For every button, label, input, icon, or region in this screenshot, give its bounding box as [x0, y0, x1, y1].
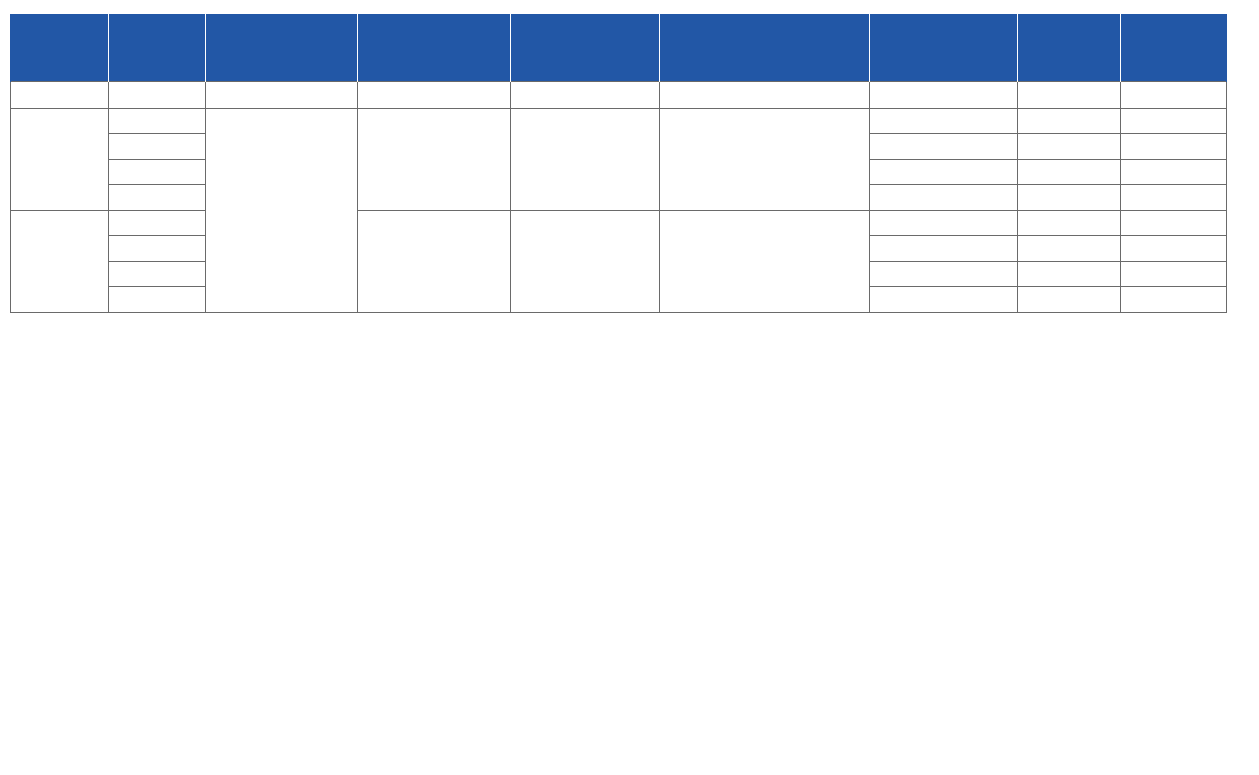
elevator-spec-table [10, 14, 1227, 313]
header-load [11, 14, 109, 81]
header-hoistway [511, 14, 660, 81]
cell-pit [1018, 81, 1121, 108]
header-entrance [206, 14, 358, 81]
cell-overhead [870, 287, 1018, 313]
header-overhead [870, 14, 1018, 81]
cell-max-travel [1121, 210, 1227, 236]
cell-overhead [870, 261, 1018, 287]
table-body [11, 81, 1227, 312]
cell-load [11, 108, 109, 210]
cell-hoistway [511, 108, 660, 210]
header-speed [109, 14, 206, 81]
cell-max-travel [1121, 108, 1227, 134]
cell-max-travel [1121, 81, 1227, 108]
cell-pit [1018, 287, 1121, 313]
cell-overhead [870, 81, 1018, 108]
cell-speed [109, 159, 206, 185]
cell-machine-room [660, 81, 870, 108]
cell-pit [1018, 236, 1121, 262]
header-max-travel [1121, 14, 1227, 81]
header-machine-room [660, 14, 870, 81]
cell-hoistway [511, 210, 660, 312]
cell-speed [109, 236, 206, 262]
cell-speed [109, 261, 206, 287]
cell-pit [1018, 185, 1121, 211]
spec-table-container [10, 14, 1226, 313]
cell-overhead [870, 159, 1018, 185]
table-row [11, 210, 1227, 236]
cell-max-travel [1121, 236, 1227, 262]
cell-max-travel [1121, 185, 1227, 211]
cell-pit [1018, 134, 1121, 160]
header-car [358, 14, 511, 81]
cell-hoistway [511, 81, 660, 108]
cell-load [11, 81, 109, 108]
cell-pit [1018, 261, 1121, 287]
cell-speed [109, 210, 206, 236]
cell-car [358, 81, 511, 108]
cell-max-travel [1121, 287, 1227, 313]
cell-speed [109, 287, 206, 313]
cell-machine-room [660, 210, 870, 312]
header-row [11, 14, 1227, 81]
table-row [11, 108, 1227, 134]
cell-max-travel [1121, 159, 1227, 185]
cell-car [358, 210, 511, 312]
cell-speed [109, 134, 206, 160]
cell-overhead [870, 108, 1018, 134]
cell-speed [109, 81, 206, 108]
cell-speed [109, 108, 206, 134]
cell-entrance [206, 81, 358, 108]
cell-pit [1018, 159, 1121, 185]
cell-car [358, 108, 511, 210]
cell-overhead [870, 134, 1018, 160]
cell-max-travel [1121, 261, 1227, 287]
cell-overhead [870, 185, 1018, 211]
header-pit [1018, 14, 1121, 81]
cell-speed [109, 185, 206, 211]
cell-overhead [870, 210, 1018, 236]
cell-entrance [206, 108, 358, 312]
cell-machine-room [660, 108, 870, 210]
cell-load [11, 210, 109, 312]
table-row [11, 81, 1227, 108]
cell-pit [1018, 108, 1121, 134]
cell-pit [1018, 210, 1121, 236]
cell-overhead [870, 236, 1018, 262]
cell-max-travel [1121, 134, 1227, 160]
